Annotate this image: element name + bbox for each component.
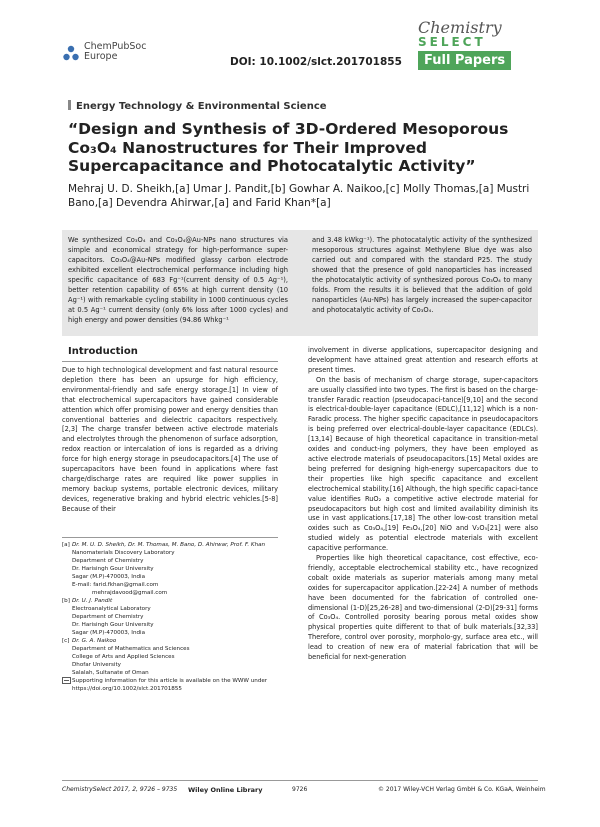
affiliation-key: [b]	[62, 598, 70, 604]
journal-subname: SELECT	[418, 35, 486, 49]
affiliation-line: Dr. Harisingh Gour University	[72, 566, 154, 572]
affiliation-line: Department of Chemistry	[72, 558, 144, 564]
affiliation-line: Department of Mathematics and Sciences	[72, 646, 190, 652]
footer-citation: ChemistrySelect 2017, 2, 9726 – 9735	[62, 786, 178, 793]
body-column-right	[308, 346, 538, 663]
introduction-divider	[62, 361, 278, 362]
wiley-online-library-link[interactable]: Wiley Online Library	[188, 786, 263, 794]
affiliation-email[interactable]: mehrajdavood@gmail.com	[92, 590, 168, 596]
chempubsoc-emblem-icon	[62, 44, 80, 64]
affiliation-b	[62, 597, 278, 637]
affiliation-line: Nanomaterials Discovery Laboratory	[72, 550, 175, 556]
journal-name: Chemistry	[418, 18, 502, 37]
affiliations	[62, 541, 278, 693]
affiliation-line: Department of Chemistry	[72, 614, 144, 620]
body-column-left	[62, 366, 278, 515]
abstract-right-column: and 3.48 kWkg⁻¹). The photocatalytic activity of the synthesized mesoporous structures against Methylene Blue dye was also carried out and compared with the standard P25. The study showed that the presence of gold nanoparticles has increased the photocatalytic activity of synthesized porous Co₃O₄ to many folds. From the results it is believed that the addition of gold nanoparticles (Au-NPs) has largely increased the super-capacitor and photocatalytic activity of Co₃O₄.	[312, 236, 532, 314]
publisher-name: ChemPubSoc	[84, 41, 147, 52]
supporting-information	[62, 677, 278, 693]
article-title: “Design and Synthesis of 3D-Ordered Mesoporous Co₃O₄ Nanostructures for Their Improved Supercapacitance and Photocatalytic Activity”	[68, 120, 509, 175]
affiliation-key: [a]	[62, 542, 70, 548]
author-list: Mehraj U. D. Sheikh,[a] Umar J. Pandit,[b] Gowhar A. Naikoo,[c] Molly Thomas,[a] Mustri Bano,[a] Devendra Ahirwar,[a] and Farid Khan*[a]	[68, 183, 530, 209]
affiliation-line: Dr. G. A. Naikoo	[72, 638, 117, 644]
footer-copyright: © 2017 Wiley-VCH Verlag GmbH & Co. KGaA, Weinheim	[378, 786, 546, 793]
affiliation-line: Sagar (M.P)-470003, India	[72, 574, 146, 580]
supporting-info-text[interactable]: Supporting information for this article is available on the WWW under https://doi.org/10.1002/slct.201701855	[72, 678, 268, 692]
article-type-badge: Full Papers	[418, 51, 511, 70]
affiliation-key: [c]	[62, 638, 70, 644]
introduction-heading: Introduction	[68, 346, 138, 357]
affiliation-line: Sagar (M.P)-470003, India	[72, 630, 146, 636]
affiliation-line: Dr. M. U. D. Sheikh, Dr. M. Thomas, M. Bano, D. Ahirwar, Prof. F. Khan	[72, 542, 266, 548]
paragraph: Due to high technological development and fast natural resource depletion there has been an upsurge for high efficiency, environmental-friendly and safe energy storage.[1] In view of that electrochemical supercapacitors have gained considerable attention which offer promising power and energy densities than conventional batteries and dielectric capacitors respectively.[2,3] The charge transfer between active electrode materials and electrolytes through the phenomenon of surface adsorption, redox reaction or intercalation of ions is regarded as a driving force for high energy storage in pseudocapacitors.[4] The use of supercapacitors have been found in applications where fast charge/discharge rates are required like power supplies in memory backup systems, portable electronic devices, military devices, regenerative braking and hybrid electric vehicles.[5-8] Because of their	[62, 366, 278, 513]
section-heading	[68, 100, 327, 112]
paragraph: involvement in diverse applications, supercapacitor designing and development have attained great attention and research efforts at present times.	[308, 346, 538, 374]
paragraph: On the basis of mechanism of charge storage, super-capacitors are usually classified into two types. The first is based on the charge-transfer Faradic reaction (pseudocapaci-tance)[9,10] and the second is electrical-double-layer capacitance (EDLC),[11,12] which is a non-Faradic process. The higher specific capacitance in pseudocapacitors is being preferred over electrical-double-layer capacitance (EDLCs).[13,14] Because of high theoretical capacitance in transition-metal oxides and conduct-ing polymers, they have been employed as active electrode materials of pseudocapacitors.[15] Metal oxides are being preferred for designing high-energy supercapacitors due to their properties like high specific capacitance and excellent electrochemical stability.[16] Although, the high specific capaci-tance value identifies RuO₂ a competitive active electrode material for pseudocapacitors but high cost and limited availability diminish its use in vast applications.[17,18] The other low-cost transition metal oxides such as Co₃O₄,[19] Fe₃O₄,[20] NiO and V₂O₅[21] were also studied widely as potential electrode materials with excellent capacitive performance.	[308, 375, 538, 553]
paragraph: Properties like high theoretical capacitance, cost effective, eco-friendly, acceptable electrochemical stability etc., have recognized cobalt oxide materials as superior materials among many metal oxides for supercapacitor application.[22-24] A number of methods have been documented for the fabrication of controlled one-dimensional (1-D)[25,26-28] and two-dimensional (2-D)[29-31] forms of Co₃O₄. Controlled porosity bearing porous metal oxides show physical properties quite different to that of bulk materials.[32,33] Therefore, control over porosity, morpholo-gy, surface area etc., will lead to creation of new era of material fabrication that will be beneficial for next-generation	[308, 554, 538, 662]
affiliation-c	[62, 637, 278, 677]
affiliation-line: Electroanalytical Laboratory	[72, 606, 151, 612]
abstract-left-column: We synthesized Co₃O₄ and Co₃O₄@Au-NPs nano structures via simple and economical strategy for high-performance super-capacitors. Co₃O₄@Au-NPs modified glassy carbon electrode exhibited excellent electrochemical performance including high specific capacitance of 683 Fg⁻¹(current density of 0.5 Ag⁻¹), better retention capability of 65% at high current density (10 Ag⁻¹) with remarkable cycling stability in 1000 continuous cycles at 0.5 Ag⁻¹ current density (only 6% loss after 1000 cycles) and high energy and power densities (94.86 Whkg⁻¹	[68, 236, 288, 324]
affiliation-line: Salalah, Sultanate of Oman	[72, 670, 149, 676]
affiliation-line: College of Arts and Applied Sciences	[72, 654, 175, 660]
doi-link[interactable]: DOI: 10.1002/slct.201701855	[230, 56, 402, 68]
affiliation-divider	[62, 537, 278, 538]
affiliation-email[interactable]: E-mail: farid.fkhan@gmail.com	[72, 582, 159, 588]
abstract-box	[62, 230, 538, 336]
journal-logo	[418, 20, 518, 78]
supporting-info-icon	[62, 677, 71, 684]
footer-divider	[62, 780, 538, 781]
publisher-logo	[62, 42, 182, 70]
section-marker-icon	[68, 100, 71, 110]
affiliation-a	[62, 541, 278, 597]
affiliation-line: Dr. U. J. Pandit	[72, 598, 113, 604]
affiliation-line: Dr. Harisingh Gour University	[72, 622, 154, 628]
affiliation-line: Dhofar University	[72, 662, 121, 668]
publisher-region: Europe	[84, 51, 118, 62]
section-label: Energy Technology & Environmental Science	[76, 101, 327, 112]
page-number: 9726	[292, 786, 308, 793]
